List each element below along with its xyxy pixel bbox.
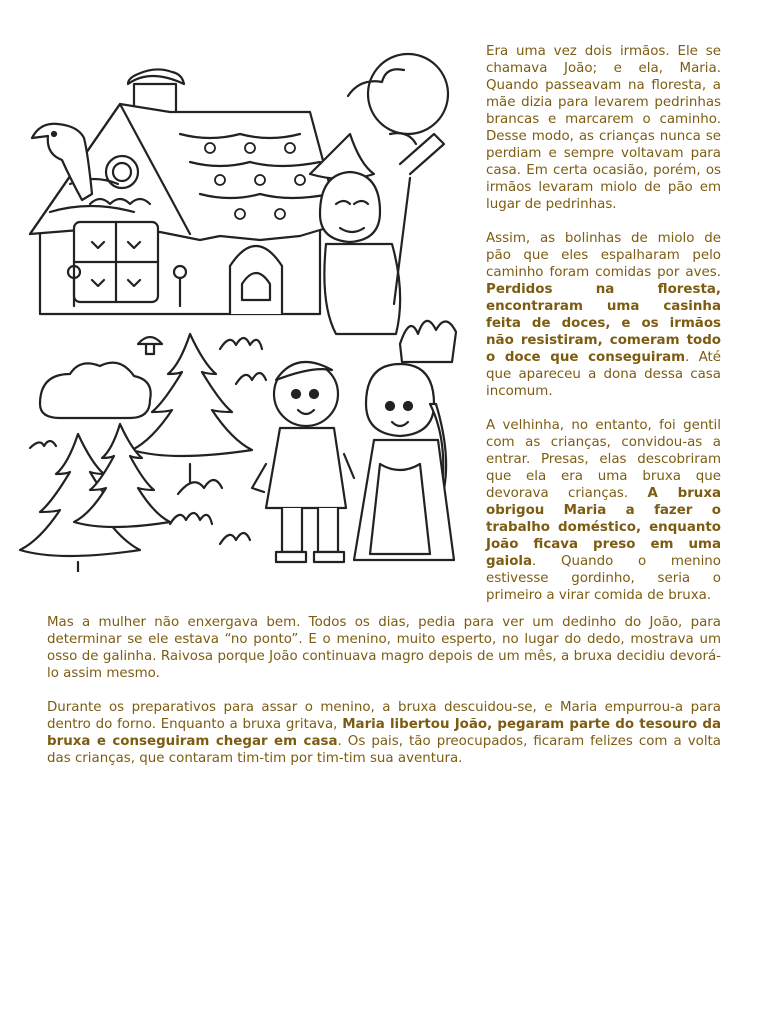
story-column <box>486 43 721 621</box>
story-paragraph-1: Era uma vez dois irmãos. Ele se chamava João; e ela, Maria. Quando passeavam na floresta, a mãe dizia para levarem pedrinhas brancas e marcarem o caminho. Desse modo, as crianças nunca se perdiam e sempre voltavam para casa. Em certa ocasião, porém, os irmãos levaram miolo de pão em lugar de pedrinhas. <box>486 44 721 212</box>
tree-icon <box>132 334 252 488</box>
story-paragraph-2: Assim, as bolinhas de miolo de pão que eles espalharam pelo caminho foram comidas por aves. Perdidos na floresta, encontraram uma casinha feita de doces, e os irmãos não resistiram, comeram todo o doce que conseguiram. Até que apareceu a dona dessa casa incomum. <box>486 231 721 399</box>
story-full-width <box>47 614 721 784</box>
girl-icon <box>354 364 454 560</box>
story-paragraph-3: A velhinha, no entanto, foi gentil com as crianças, convidou-as a entrar. Presas, elas descobriram que ela era uma bruxa que devorava crianças. A bruxa obrigou Maria a fazer o trabalho doméstico, enquanto João ficava preso em uma gaiola. Quando o menino estivesse gordinho, seria o primeiro a virar comida de bruxa. <box>486 418 721 603</box>
moon-icon <box>348 54 448 144</box>
story-paragraph-4: Mas a mulher não enxergava bem. Todos os dias, pedia para ver um dedinho do João, para determinar se ele estava “no ponto”. E o menino, muito esperto, no lugar do dedo, mostrava um osso de galinha. Raivosa porque João continuava magro depois de um mês, a bruxa decidiu devorá-lo assim mesmo. <box>47 615 721 681</box>
story-paragraph-5: Durante os preparativos para assar o menino, a bruxa descuidou-se, e Maria empurrou-a para dentro do forno. Enquanto a bruxa gritava, Maria libertou João, pegaram parte do tesouro da bruxa e conseguiram chegar em casa. Os pais, tão preocupados, ficaram felizes com a volta das crianças, que contaram tim-tim por tim-tim sua aventura. <box>47 700 721 766</box>
coloring-illustration <box>10 44 465 572</box>
mushroom-icon <box>138 337 162 354</box>
boy-icon <box>252 362 354 562</box>
witch-icon <box>310 134 444 334</box>
